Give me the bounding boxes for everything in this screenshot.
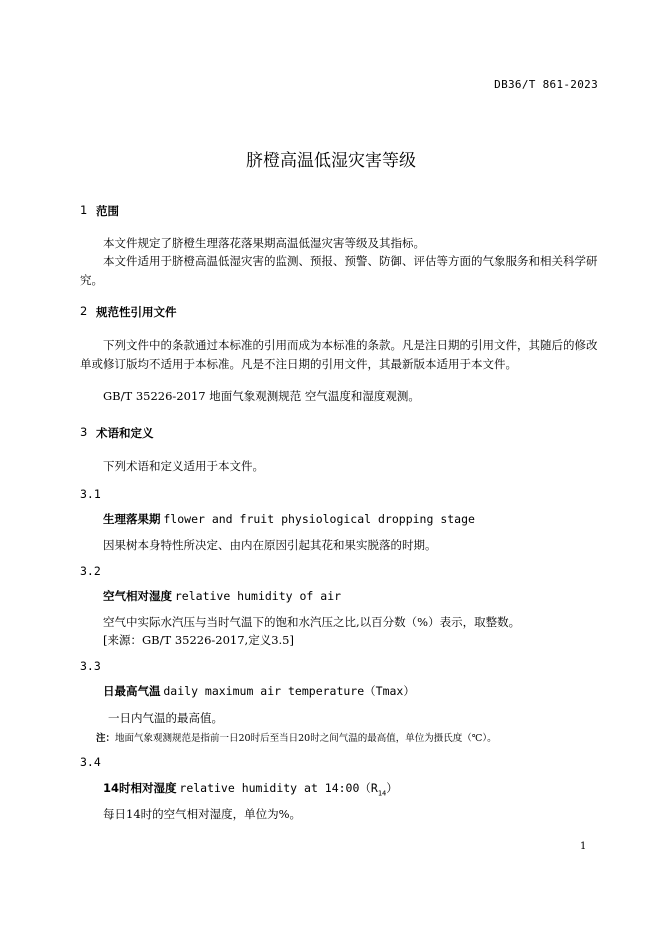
section-3-para-1: 下列术语和定义适用于本文件。 [103,459,264,473]
term-3-3-number: 3.3 [80,659,101,673]
term-3-4-title [103,780,398,797]
term-name-en: relative humidity at 14:00（R [179,781,378,795]
term-name-zh: 生理落果期 [103,512,161,526]
section-3-heading: 术语和定义 [96,426,154,440]
section-2-para-1: 下列文件中的条款通过本标准的引用而成为本标准的条款。凡是注日期的引用文件，其随后的修改单或修订版均不适用于本标准。凡是不注日期的引用文件，其最新版本适用于本文件。 [80,338,598,371]
term-3-1-number: 3.1 [80,487,101,501]
term-3-4-definition: 每日14时的空气相对湿度，单位为%。 [103,807,302,821]
term-3-2-source: [来源：GB/T 35226-2017,定义3.5] [103,633,294,647]
term-3-4-number: 3.4 [80,755,101,769]
term-3-3-definition: 一日内气温的最高值。 [108,711,223,725]
term-name-zh: 14时相对湿度 [103,781,177,795]
section-1-number: 1 [80,203,88,217]
term-name-zh: 日最高气温 [103,684,161,698]
term-3-2-number: 3.2 [80,564,101,578]
page-title: 脐橙高温低湿灾害等级 [246,151,416,171]
term-name-en-subscript: 14 [377,789,387,798]
section-2-heading: 规范性引用文件 [96,305,177,319]
term-3-2-title [103,588,341,604]
section-2-number: 2 [80,304,88,318]
document-number: DB36/T 861-2023 [494,78,598,91]
term-name-en: relative humidity of air [174,589,342,603]
term-3-3-note [96,730,497,744]
note-label: 注： [96,733,116,744]
term-name-en-close: ） [386,781,398,795]
term-3-2-definition: 空气中实际水汽压与当时气温下的饱和水汽压之比,以百分数（%）表示，取整数。 [103,615,521,629]
term-name-en: daily maximum air temperature（Tmax） [163,684,415,698]
page-number: 1 [580,841,587,852]
section-3-number: 3 [80,425,88,439]
term-3-1-definition: 因果树本身特性所决定、由内在原因引起其花和果实脱落的时期。 [103,538,437,552]
section-1-para-2: 本文件适用于脐橙高温低湿灾害的监测、预报、预警、防御、评估等方面的气象服务和相关科学研究。 [80,254,598,287]
term-name-zh: 空气相对湿度 [103,589,172,603]
term-3-3-title [103,683,415,699]
normative-reference: GB/T 35226-2017 地面气象观测规范 空气温度和湿度观测。 [103,389,420,403]
note-text: 地面气象观测规范是指前一日20时后至当日20时之间气温的最高值，单位为摄氏度（℃）。 [115,733,497,744]
term-name-en: flower and fruit physiological dropping stage [163,512,475,526]
section-1-para-1: 本文件规定了脐橙生理落花落果期高温低湿灾害等级及其指标。 [103,236,425,250]
term-3-1-title [103,511,475,527]
section-1-heading: 范围 [96,204,119,218]
